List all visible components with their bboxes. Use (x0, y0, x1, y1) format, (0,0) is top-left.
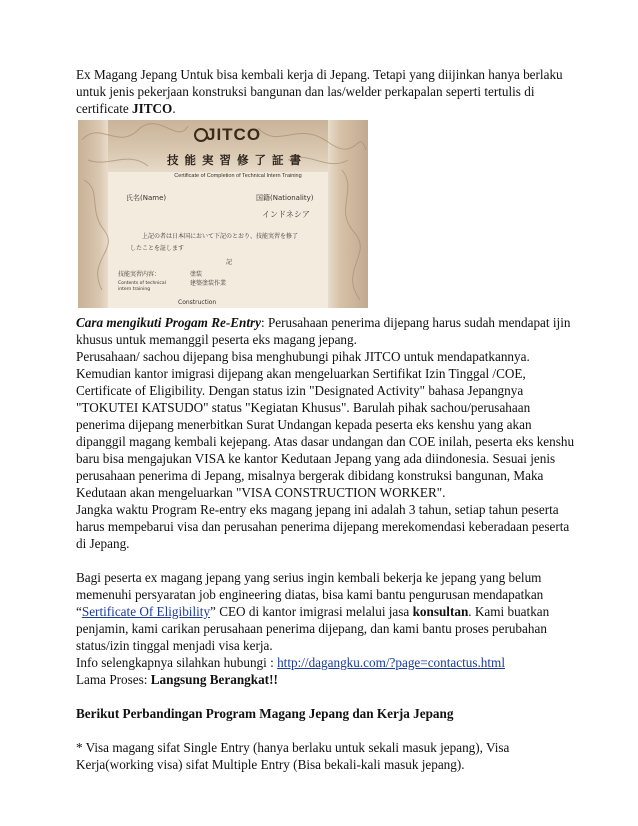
lama-line (76, 671, 576, 688)
certificate-en-title: Certificate of Completion of Technical Intern Training (174, 173, 302, 179)
section1-paragraph-2: Perusahaan/ sachou dijepang bisa menghubungi pihak JITCO untuk mendapatkannya. Kemudian kantor imigrasi dijepang akan mengeluarkan Sertifikat Izin Tinggal /COE, Certificate of Eligibility. Dengan status izin "Designated Activity" bahasa Jepangnya "TOKUTEI KATSUDO" status "Kegiatan Khusus". Barulah pihak sachou/perusahaan penerima dijepang menerbitkan Surat Undangan kepada peserta eks kenshu yang akan dipanggil magang kembali kejepang. Atas dasar undangan dan COE inilah, peserta eks kenshu baru bisa mengajukan VISA ke kantor Kedutaan Jepang yang ada diindonesia. Sesuai jenis perusahaan penerima di Jepang, misalnya bergerak dibidang konstruksi bangunan, Maka Kedutaan akan mengeluarkan "VISA CONSTRUCTION WORKER". (76, 349, 575, 500)
certificate-nationality-label: 国籍(Nationality) (256, 194, 314, 202)
section2-text-c: . Kami buatkan penjamin, kami carikan perusahaan penerima dijepang, dan kami bantu proses perubahan status/izin tinggal menjadi visa kerja. (76, 604, 550, 653)
certificate-construction: Construction (178, 299, 217, 306)
certificate-body-line1: 上記の者は日本国において下記のとおり、技能実習を修了 (142, 233, 299, 240)
section3-title: Berikut Perbandingan Program Magang Jepang dan Kerja Jepang (76, 706, 454, 721)
info-label: Info selengkapnya silahkan hubungi : (76, 655, 278, 670)
certificate-content-label-en2: intern training (118, 287, 151, 292)
lama-label: Lama Proses: (76, 672, 151, 687)
certificate-body-line2: したことを証します (130, 245, 185, 252)
contact-link[interactable]: http://dagangku.com/?page=contactus.html (277, 655, 505, 670)
intro-text: Ex Magang Jepang Untuk bisa kembali kerja di Jepang. Tetapi yang diijinkan hanya berlaku untuk jenis pekerjaan konstruksi bangunan dan las/welder perkapalan seperti tertulis di certificate (76, 67, 563, 116)
info-line (76, 654, 576, 671)
intro-tail: . (172, 101, 176, 116)
certificate-image (78, 120, 368, 308)
certificate-logo: JITCO (206, 125, 262, 144)
certificate-nationality-value: インドネシア (262, 210, 310, 219)
certificate-content-value1: 塗装 (190, 271, 203, 278)
section2-text-b: ” CEO di kantor imigrasi melalui jasa (210, 604, 413, 619)
coe-link[interactable]: Sertificate Of Eligibility (81, 604, 211, 619)
konsultan-text: konsultan (412, 604, 469, 619)
certificate-ki: 記 (226, 259, 233, 266)
section2-paragraph (76, 569, 576, 654)
document-page (76, 66, 576, 773)
section1-paragraph-3: Jangka waktu Program Re-entry eks magang jepang ini adalah 3 tahun, setiap tahun peserta harus mempebarui visa dan perusahan penerima dijepang merekomendasi keberadaan peserta di Jepang. (76, 502, 570, 551)
lama-value: Langsung Berangkat!! (150, 672, 278, 687)
certificate-name-label: 氏名(Name) (126, 194, 167, 202)
section3-text: * Visa magang sifat Single Entry (hanya berlaku untuk sekali masuk jepang), Visa Kerja(working visa) sifat Multiple Entry (Bisa bekali-kali masuk jepang). (76, 740, 510, 772)
intro-jitco: JITCO (132, 101, 173, 116)
intro-paragraph (76, 66, 576, 117)
certificate-jp-title: 技能実習修了証書 (167, 153, 307, 167)
section1-title: Cara mengikuti Progam Re-Entry (76, 315, 262, 330)
section1-text1: : Perusahaan penerima dijepang harus sudah mendapat ijin khusus untuk memanggil peserta eks magang jepang. (76, 315, 571, 347)
certificate-content-label: 技能実習内容： (118, 271, 161, 278)
section1-paragraph (76, 314, 576, 348)
certificate-content-label-en1: Contents of technical (118, 281, 166, 286)
certificate-content-value2: 建築塗装作業 (190, 280, 227, 287)
section2-text-a: Bagi peserta ex magang jepang yang serius ingin kembali bekerja ke jepang yang belum memenuhi persyaratan job engineering diatas, bisa kami bantu pengurusan mendapatkan “ (76, 570, 544, 619)
